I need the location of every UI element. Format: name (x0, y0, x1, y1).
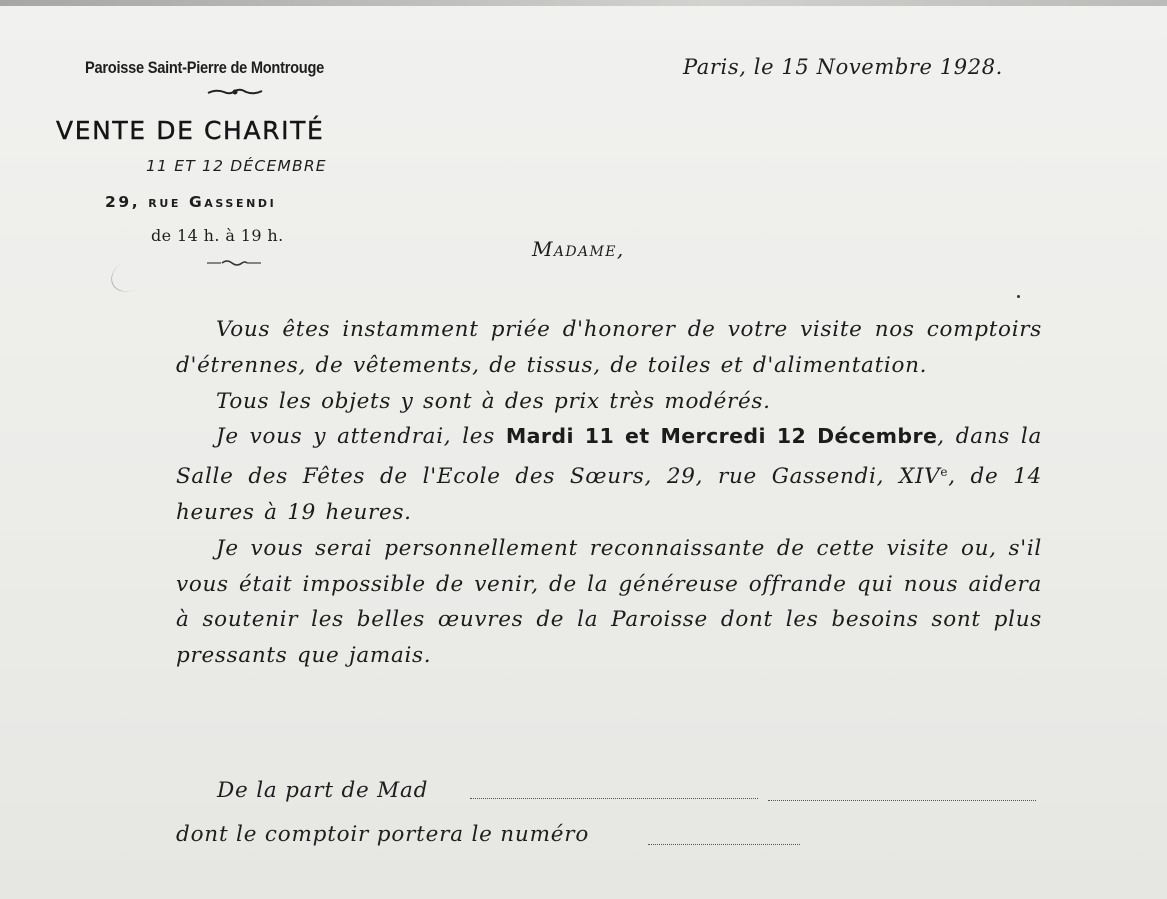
paragraph-3-intro: Je vous y attendrai, les (216, 424, 506, 450)
event-address: 29, rue Gassendi (105, 193, 277, 211)
letter-dateline: Paris, le 15 Novembre 1928. (683, 55, 1003, 79)
letter-body (176, 312, 1042, 674)
counter-number-label: dont le comptoir portera le numéro (176, 822, 590, 847)
counter-number-fill-line (648, 844, 800, 845)
paper-mark (105, 252, 156, 298)
paragraph-2: Tous les objets y sont à des prix très modérés. (216, 388, 771, 414)
flourish-icon (205, 258, 263, 268)
ornament-divider-bottom (205, 257, 263, 271)
event-hours: de 14 h. à 19 h. (151, 226, 284, 245)
flourish-icon (206, 87, 264, 97)
salutation: Madame, (532, 237, 625, 261)
event-days-highlight: Mardi 11 et Mercredi 12 Décembre (505, 424, 938, 449)
sender-line-label: De la part de Mad (217, 778, 429, 803)
scan-top-edge (0, 0, 1167, 6)
event-dates: 11 ET 12 DÉCEMBRE (146, 157, 327, 175)
paragraph-3 (176, 419, 1042, 530)
sender-fill-line-1 (470, 798, 758, 799)
paragraph-3-location: , dans la Salle des Fêtes de l'Ecole des Sœurs, 29, rue Gassendi, XIV (176, 424, 1042, 490)
event-title: VENTE DE CHARITÉ (56, 116, 325, 145)
paragraph-3-hours: , de 14 heures à 19 heures. (176, 464, 1042, 525)
paragraph-4: Je vous serai personnellement reconnaissante de cette visite ou, s'il vous était impossible de venir, de la généreuse offrande qui nous aidera à soutenir les belles œuvres de la Paroisse dont les besoins sont plus pressants que jamais. (176, 535, 1042, 669)
sender-fill-line-2 (768, 800, 1036, 801)
paper-speck (1017, 295, 1020, 298)
parish-name: Paroisse Saint-Pierre de Montrouge (85, 58, 325, 77)
paragraph-1: Vous êtes instamment priée d'honorer de votre visite nos comptoirs d'étrennes, de vêtements, de tissus, de toiles et d'alimentation. (176, 317, 1042, 378)
ornament-divider-top (206, 86, 264, 101)
ordinal-suffix: e (940, 465, 949, 480)
